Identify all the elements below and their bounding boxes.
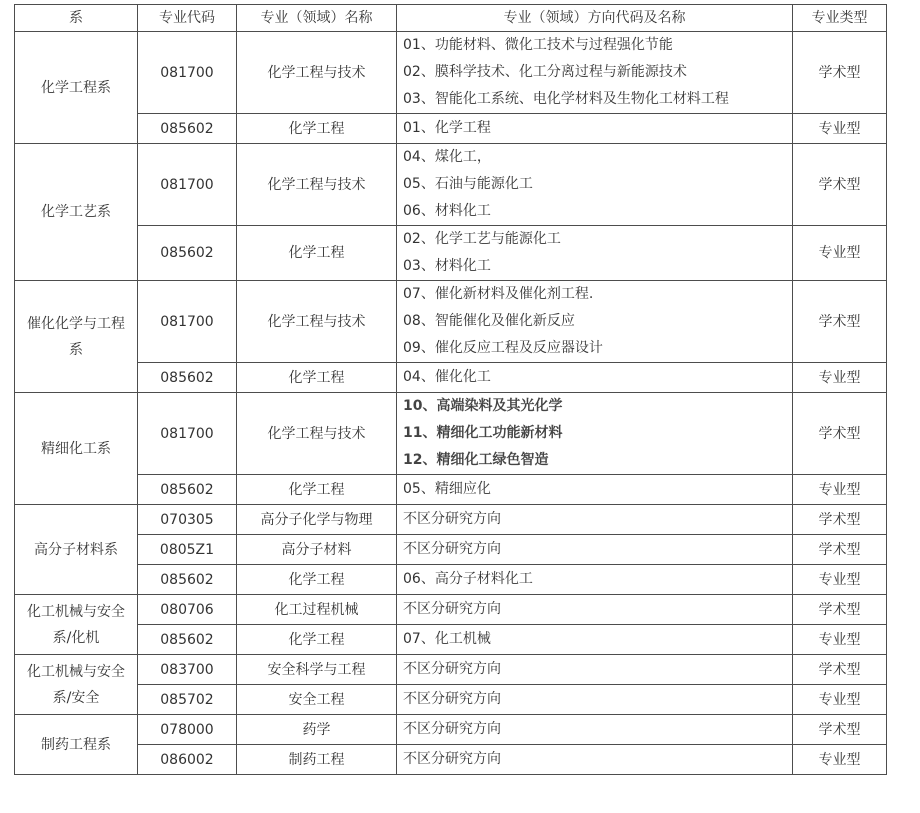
major-name-cell: 化学工程 bbox=[237, 625, 397, 655]
major-code-cell: 081700 bbox=[138, 281, 237, 363]
department-cell: 化工机械与安全系/安全 bbox=[15, 655, 138, 715]
major-code-cell: 081700 bbox=[138, 144, 237, 226]
direction-cell bbox=[397, 685, 793, 715]
direction-item: 07、催化新材料及催化剂工程. bbox=[403, 286, 594, 302]
direction-cell bbox=[397, 144, 793, 226]
major-name-cell: 安全科学与工程 bbox=[237, 655, 397, 685]
table-row bbox=[15, 535, 887, 565]
direction-cell bbox=[397, 393, 793, 475]
direction-item: 01、化学工程 bbox=[403, 120, 491, 136]
table-row bbox=[15, 363, 887, 393]
direction-item: 11、精细化工功能新材料 bbox=[403, 425, 563, 441]
table-row bbox=[15, 475, 887, 505]
major-code-cell: 081700 bbox=[138, 393, 237, 475]
major-code-cell: 085602 bbox=[138, 625, 237, 655]
major-name-cell: 化学工程 bbox=[237, 114, 397, 144]
major-name-cell: 高分子化学与物理 bbox=[237, 505, 397, 535]
header-direction: 专业（领域）方向代码及名称 bbox=[397, 5, 793, 32]
direction-item: 04、煤化工， bbox=[403, 149, 491, 165]
direction-cell bbox=[397, 745, 793, 775]
department-cell: 化工机械与安全系/化机 bbox=[15, 595, 138, 655]
header-row bbox=[15, 5, 887, 32]
major-name-cell: 化学工程 bbox=[237, 475, 397, 505]
table-row bbox=[15, 226, 887, 281]
header-major-type: 专业类型 bbox=[793, 5, 887, 32]
direction-cell bbox=[397, 715, 793, 745]
major-type-cell: 学术型 bbox=[793, 144, 887, 226]
major-name-cell: 化学工程与技术 bbox=[237, 393, 397, 475]
direction-cell bbox=[397, 655, 793, 685]
table-row bbox=[15, 565, 887, 595]
table-row bbox=[15, 32, 887, 114]
direction-cell bbox=[397, 226, 793, 281]
direction-item: 10、高端染料及其光化学 bbox=[403, 398, 563, 414]
major-type-cell: 学术型 bbox=[793, 32, 887, 114]
department-cell: 化学工艺系 bbox=[15, 144, 138, 281]
direction-item: 不区分研究方向 bbox=[403, 691, 501, 707]
direction-cell bbox=[397, 363, 793, 393]
major-type-cell: 学术型 bbox=[793, 281, 887, 363]
major-name-cell: 化学工程与技术 bbox=[237, 281, 397, 363]
major-name-cell: 安全工程 bbox=[237, 685, 397, 715]
major-name-cell: 化学工程 bbox=[237, 363, 397, 393]
table-row bbox=[15, 685, 887, 715]
major-code-cell: 070305 bbox=[138, 505, 237, 535]
major-code-cell: 085602 bbox=[138, 363, 237, 393]
major-name-cell: 制药工程 bbox=[237, 745, 397, 775]
major-type-cell: 学术型 bbox=[793, 655, 887, 685]
major-code-cell: 081700 bbox=[138, 32, 237, 114]
table-row bbox=[15, 655, 887, 685]
table-row bbox=[15, 625, 887, 655]
major-type-cell: 学术型 bbox=[793, 595, 887, 625]
direction-item: 不区分研究方向 bbox=[403, 541, 501, 557]
major-type-cell: 专业型 bbox=[793, 363, 887, 393]
major-code-cell: 083700 bbox=[138, 655, 237, 685]
department-cell: 催化化学与工程系 bbox=[15, 281, 138, 393]
direction-item: 02、化学工艺与能源化工 bbox=[403, 231, 561, 247]
major-name-cell: 化学工程 bbox=[237, 565, 397, 595]
direction-cell bbox=[397, 475, 793, 505]
major-code-cell: 085602 bbox=[138, 565, 237, 595]
direction-item: 07、化工机械 bbox=[403, 631, 491, 647]
table-row bbox=[15, 505, 887, 535]
direction-cell bbox=[397, 625, 793, 655]
direction-cell bbox=[397, 32, 793, 114]
direction-item: 12、精细化工绿色智造 bbox=[403, 452, 549, 468]
major-code-cell: 0805Z1 bbox=[138, 535, 237, 565]
table-row bbox=[15, 715, 887, 745]
direction-item: 03、材料化工 bbox=[403, 258, 491, 274]
department-cell: 制药工程系 bbox=[15, 715, 138, 775]
direction-item: 01、功能材料、微化工技术与过程强化节能 bbox=[403, 37, 673, 53]
major-type-cell: 学术型 bbox=[793, 715, 887, 745]
direction-item: 不区分研究方向 bbox=[403, 751, 501, 767]
direction-item: 09、催化反应工程及反应器设计 bbox=[403, 340, 603, 356]
major-code-cell: 085702 bbox=[138, 685, 237, 715]
direction-cell bbox=[397, 535, 793, 565]
table-row bbox=[15, 114, 887, 144]
major-name-cell: 化工过程机械 bbox=[237, 595, 397, 625]
table-row bbox=[15, 393, 887, 475]
direction-item: 02、膜科学技术、化工分离过程与新能源技术 bbox=[403, 64, 687, 80]
direction-cell bbox=[397, 505, 793, 535]
major-type-cell: 专业型 bbox=[793, 114, 887, 144]
major-type-cell: 专业型 bbox=[793, 565, 887, 595]
department-cell: 精细化工系 bbox=[15, 393, 138, 505]
direction-item: 不区分研究方向 bbox=[403, 601, 501, 617]
direction-cell bbox=[397, 281, 793, 363]
direction-cell bbox=[397, 114, 793, 144]
department-cell: 化学工程系 bbox=[15, 32, 138, 144]
direction-item: 03、智能化工系统、电化学材料及生物化工材料工程 bbox=[403, 91, 729, 107]
major-type-cell: 学术型 bbox=[793, 535, 887, 565]
major-type-cell: 学术型 bbox=[793, 505, 887, 535]
direction-item: 06、高分子材料化工 bbox=[403, 571, 533, 587]
table-row bbox=[15, 595, 887, 625]
program-table bbox=[14, 4, 887, 775]
major-name-cell: 化学工程与技术 bbox=[237, 32, 397, 114]
major-name-cell: 药学 bbox=[237, 715, 397, 745]
major-type-cell: 专业型 bbox=[793, 226, 887, 281]
direction-item: 04、催化化工 bbox=[403, 369, 491, 385]
major-type-cell: 学术型 bbox=[793, 393, 887, 475]
header-major-name: 专业（领域）名称 bbox=[237, 5, 397, 32]
major-code-cell: 085602 bbox=[138, 114, 237, 144]
direction-item: 06、材料化工 bbox=[403, 203, 491, 219]
direction-item: 不区分研究方向 bbox=[403, 511, 501, 527]
major-code-cell: 085602 bbox=[138, 475, 237, 505]
major-code-cell: 085602 bbox=[138, 226, 237, 281]
major-type-cell: 专业型 bbox=[793, 685, 887, 715]
direction-item: 05、精细应化 bbox=[403, 481, 491, 497]
table-row bbox=[15, 281, 887, 363]
major-type-cell: 专业型 bbox=[793, 625, 887, 655]
major-code-cell: 080706 bbox=[138, 595, 237, 625]
table-body bbox=[15, 32, 887, 775]
major-name-cell: 化学工程 bbox=[237, 226, 397, 281]
direction-item: 05、石油与能源化工 bbox=[403, 176, 533, 192]
direction-item: 08、智能催化及催化新反应 bbox=[403, 313, 575, 329]
direction-item: 不区分研究方向 bbox=[403, 721, 501, 737]
major-type-cell: 专业型 bbox=[793, 475, 887, 505]
major-name-cell: 高分子材料 bbox=[237, 535, 397, 565]
department-cell: 高分子材料系 bbox=[15, 505, 138, 595]
direction-cell bbox=[397, 565, 793, 595]
header-major-code: 专业代码 bbox=[138, 5, 237, 32]
table-row bbox=[15, 144, 887, 226]
major-type-cell: 专业型 bbox=[793, 745, 887, 775]
major-code-cell: 078000 bbox=[138, 715, 237, 745]
major-code-cell: 086002 bbox=[138, 745, 237, 775]
major-name-cell: 化学工程与技术 bbox=[237, 144, 397, 226]
direction-cell bbox=[397, 595, 793, 625]
table-row bbox=[15, 745, 887, 775]
header-department: 系 bbox=[15, 5, 138, 32]
direction-item: 不区分研究方向 bbox=[403, 661, 501, 677]
